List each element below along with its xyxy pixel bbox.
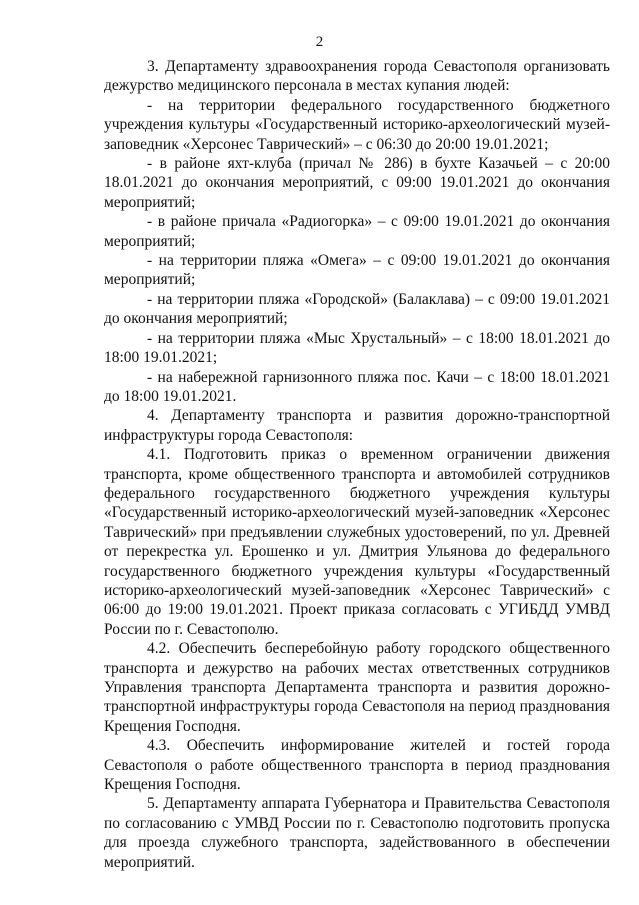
paragraph-item-4-3: 4.3. Обеспечить информирование жителей и гостей города Севастополя о работе общественного транспорта в период празднования Крещения Господня. [104, 737, 610, 794]
paragraph-item-3: 3. Департаменту здравоохранения города Севастополя организовать дежурство медицинского персонала в местах купания людей: [104, 58, 610, 95]
page-number: 2 [315, 34, 324, 50]
paragraph-item-4-2: 4.2. Обеспечить бесперебойную работу городского общественного транспорта и дежурство на рабочих местах ответственных сотрудников Управления транспорта Департамента транспорта и развития дорожно-транспортной инфраструктуры города Севастополя на период празднования Крещения Господня. [104, 640, 610, 735]
paragraph-item-4-1: 4.1. Подготовить приказ о временном ограничении движения транспорта, кроме общественного транспорта и автомобилей сотрудников федерального государственного бюджетного учреждения культуры «Государственный историко-археологический музей-заповедник «Херсонес Таврический» при предъявлении служебных удостоверений, по ул. Древней от перекрестка ул. Ерошенко и ул. Дмитрия Ульянова до федерального государственного бюджетного учреждения культуры «Государственный историко-археологический музей-заповедник «Херсонес Таврический» с 06:00 до 19:00 19.01.2021. Проект приказа согласовать с УГИБДД УМВД России по г. Севастополю. [104, 446, 610, 638]
list-item-gorodskoy-beach: - на территории пляжа «Городской» (Балаклава) – с 09:00 19.01.2021 до окончания мероприятий; [104, 290, 610, 328]
paragraph-item-4: 4. Департаменту транспорта и развития дорожно-транспортной инфраструктуры города Севастополя: [104, 407, 610, 444]
list-item-yacht-club: - в районе яхт-клуба (причал № 286) в бухте Казачьей – с 20:00 18.01.2021 до окончания мероприятий, с 09:00 19.01.2021 до окончания мероприятий; [104, 155, 610, 211]
paragraph-item-5: 5. Департаменту аппарата Губернатора и Правительства Севастополя по согласованию с УМВД России по г. Севастополю подготовить пропуска для проезда служебного транспорта, задействованного в обеспечении мероприятий. [104, 795, 610, 871]
list-item-radiogorka: - в районе причала «Радиогорка» – с 09:00 19.01.2021 до окончания мероприятий; [104, 213, 610, 250]
list-item-chersonesus: - на территории федерального государственного бюджетного учреждения культуры «Государственный историко-археологический музей-заповедник «Херсонес Таврический» – с 06:30 до 20:00 19.01.2021; [104, 96, 610, 153]
list-item-khrustalny-beach: - на территории пляжа «Мыс Хрустальный» – с 18:00 18.01.2021 до 18:00 19.01.2021; [104, 329, 610, 367]
list-item-omega-beach: - на территории пляжа «Омега» – с 09:00 19.01.2021 до окончания мероприятий; [104, 252, 610, 289]
document-body [104, 57, 610, 872]
list-item-kachi-beach: - на набережной гарнизонного пляжа пос. Качи – с 18:00 18.01.2021 до 18:00 19.01.2021. [104, 368, 610, 405]
